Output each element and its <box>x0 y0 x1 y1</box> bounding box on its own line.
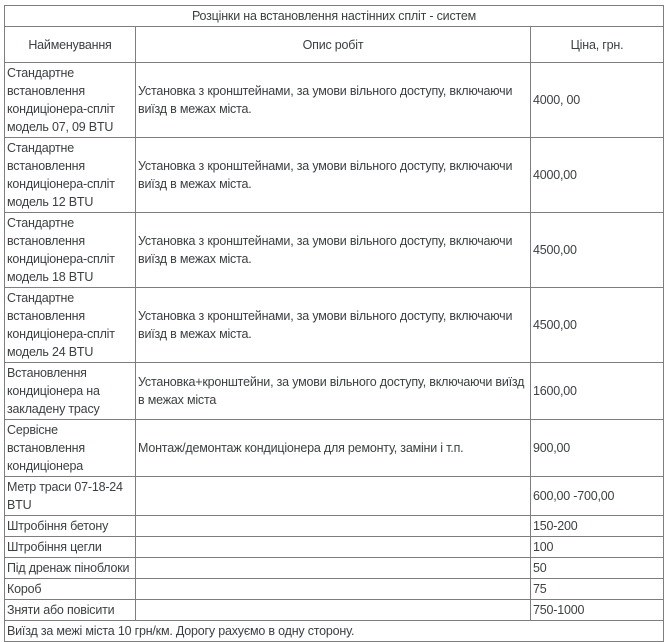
table-row <box>5 420 664 477</box>
table-row <box>5 363 664 420</box>
table-row <box>5 477 664 516</box>
table-footer-note: Виїзд за межі міста 10 грн/км. Дорогу рахуємо в одну сторону. <box>5 621 664 642</box>
table-row <box>5 63 664 138</box>
row-name-cell: Встановлення кондиціонера на закладену трасу <box>5 363 136 420</box>
row-description-cell <box>136 537 531 558</box>
row-price-cell: 100 <box>531 537 664 558</box>
row-price-cell: 4500,00 <box>531 288 664 363</box>
column-header-description: Опис робіт <box>136 27 531 63</box>
row-name-cell: Сервісне встановлення кондиціонера <box>5 420 136 477</box>
row-name-cell: Стандартне встановлення кондиціонера-спліт модель 07, 09 BTU <box>5 63 136 138</box>
table-row <box>5 537 664 558</box>
table-title: Розцінки на встановлення настінних спліт - систем <box>5 6 664 27</box>
row-description-cell: Установка з кронштейнами, за умови вільного доступу, включаючи виїзд в межах міста. <box>136 213 531 288</box>
table-title-row <box>5 6 664 27</box>
row-price-cell: 150-200 <box>531 516 664 537</box>
row-price-cell: 4500,00 <box>531 213 664 288</box>
row-name-cell: Штробіння бетону <box>5 516 136 537</box>
row-description-cell: Установка з кронштейнами, за умови вільного доступу, включаючи виїзд в межах міста. <box>136 63 531 138</box>
price-table <box>4 5 664 642</box>
row-name-cell: Короб <box>5 579 136 600</box>
row-name-cell: Стандартне встановлення кондиціонера-спліт модель 18 BTU <box>5 213 136 288</box>
row-price-cell: 750-1000 <box>531 600 664 621</box>
row-price-cell: 1600,00 <box>531 363 664 420</box>
row-description-cell <box>136 477 531 516</box>
column-header-name: Найменування <box>5 27 136 63</box>
row-name-cell: Стандартне встановлення кондиціонера-спліт модель 24 BTU <box>5 288 136 363</box>
table-header-row <box>5 27 664 63</box>
row-price-cell: 75 <box>531 579 664 600</box>
table-row <box>5 213 664 288</box>
table-row <box>5 579 664 600</box>
column-header-price: Ціна, грн. <box>531 27 664 63</box>
table-row <box>5 138 664 213</box>
row-description-cell: Установка з кронштейнами, за умови вільного доступу, включаючи виїзд в межах міста. <box>136 138 531 213</box>
row-description-cell <box>136 600 531 621</box>
row-description-cell <box>136 516 531 537</box>
row-price-cell: 4000,00 <box>531 138 664 213</box>
row-name-cell: Під дренаж піноблоки <box>5 558 136 579</box>
table-footer-row <box>5 621 664 642</box>
row-price-cell: 4000, 00 <box>531 63 664 138</box>
row-name-cell: Штробіння цегли <box>5 537 136 558</box>
row-price-cell: 600,00 -700,00 <box>531 477 664 516</box>
table-row <box>5 558 664 579</box>
table-row <box>5 600 664 621</box>
row-name-cell: Стандартне встановлення кондиціонера-спліт модель 12 BTU <box>5 138 136 213</box>
row-description-cell <box>136 558 531 579</box>
table-row <box>5 288 664 363</box>
row-price-cell: 50 <box>531 558 664 579</box>
table-row <box>5 516 664 537</box>
row-price-cell: 900,00 <box>531 420 664 477</box>
row-name-cell: Метр траси 07-18-24 BTU <box>5 477 136 516</box>
row-description-cell <box>136 579 531 600</box>
row-description-cell: Установка+кронштейни, за умови вільного доступу, включаючи виїзд в межах міста <box>136 363 531 420</box>
row-description-cell: Установка з кронштейнами, за умови вільного доступу, включаючи виїзд в межах міста. <box>136 288 531 363</box>
row-description-cell: Монтаж/демонтаж кондиціонера для ремонту, заміни і т.п. <box>136 420 531 477</box>
row-name-cell: Зняти або повісити <box>5 600 136 621</box>
